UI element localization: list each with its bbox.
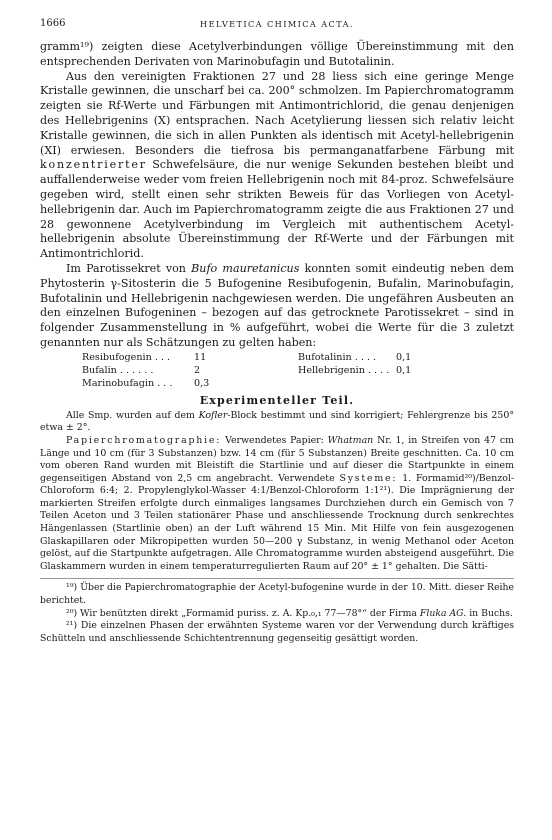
pc-text-a: Verwendetes Papier: bbox=[225, 434, 324, 446]
footnote-20-text-a: ²⁰) Wir benützten direkt „Formamid puriss. z. A. Kp.₀,₁ 77—78°“ der Firma bbox=[66, 607, 417, 619]
paragraph-1: gramm¹⁹) zeigten diese Acetylverbindungen völlige Übereinstimmung mit den entsprechenden Derivaten von Marinobufagin und Butotalinin. bbox=[40, 40, 514, 68]
experimental-text bbox=[40, 410, 514, 574]
paragraph-3-text-a: Im Parotissekret von bbox=[66, 261, 186, 275]
compound-name: Resibufogenin . . . bbox=[82, 351, 171, 363]
paragraph-2-text-b: Schwefelsäure, die nur wenige Sekunden bestehen bleibt und auffallenderweise weder vom freien Hellebrigenin noch mit 84-proz. Schwefelsäure gegeben wird, stellt einen sehr strikten Beweis für das Vorliegen von Acetyl-hellebrigenin dar. Auch im Papierchromatogramm zeigte die aus Fraktionen 27 und 28 gewonnene Acetylverbindung im Vergleich mit authentischem Acetyl-hellebrigenin absolute Übereinstimmung der Rf-Werte und der Färbungen mit Antimontrichlorid. bbox=[40, 158, 514, 261]
compound-yield: 0,1 bbox=[396, 351, 412, 363]
footnote-21: ²¹) Die einzelnen Phasen der erwähnten Systeme waren vor der Verwendung durch kräftiges Schütteln und anschliessende Schichtentrennung gegenseitig gesättigt worden. bbox=[40, 620, 514, 644]
footnote-20 bbox=[40, 608, 514, 621]
compound-name: Marinobufagin . . . bbox=[82, 377, 173, 389]
whatman-name: Whatman bbox=[327, 434, 374, 446]
yield-row bbox=[82, 377, 411, 390]
paragraph-2 bbox=[40, 70, 514, 262]
running-header bbox=[40, 18, 514, 36]
footnote-19: ¹⁹) Über die Papierchromatographie der Acetyl-bufogenine wurde in der 10. Mitt. dieser Reihe berichtet. bbox=[40, 582, 514, 607]
compound-yield: 2 bbox=[194, 364, 201, 376]
intro-text-b: -Block bestimmt und sind korrigiert; Fehlergrenze bis 250° etwa ± 2°. bbox=[40, 409, 515, 434]
species-name: Bufo mauretanicus bbox=[191, 261, 300, 275]
compound-yield: 0,1 bbox=[396, 364, 412, 376]
compound-yield: 0,3 bbox=[194, 377, 210, 389]
experimental-intro bbox=[40, 410, 514, 435]
page-number: 1666 bbox=[40, 18, 66, 29]
kofler-name: Kofler bbox=[198, 409, 228, 421]
main-text bbox=[40, 40, 514, 351]
systems-label: Systeme: bbox=[339, 472, 398, 484]
compound-name: Bufalin . . . . . . bbox=[82, 364, 154, 376]
paragraph-3 bbox=[40, 262, 514, 351]
yield-row bbox=[82, 351, 411, 364]
paragraph-2-text-a: Aus den vereinigten Fraktionen 27 und 28 liess sich eine geringe Menge Kristalle gewinnen, die unscharf bei ca. 200° schmolzen. Im Papierchromatogramm zeigten sie Rf-Werte und Färbungen mit Antimontrichlorid, die genau denjenigen des Hellebrigenins (X) entsprachen. Nach Acetylierung liessen sich relativ leicht Kristalle gewinnen, die sich in allen Punkten als identisch mit Acetyl-hellebrigenin (XI) erwiesen. Besonders die tiefrosa bis permanganatfarbene Färbung mit bbox=[40, 69, 514, 157]
intro-text-a: Alle Smp. wurden auf dem bbox=[66, 409, 195, 421]
yield-row bbox=[82, 364, 411, 377]
footnote-20-text-b: in Buchs. bbox=[469, 607, 513, 619]
footnotes bbox=[40, 578, 514, 645]
chromatography-paragraph bbox=[40, 435, 514, 574]
compound-name: Bufotalinin . . . . bbox=[298, 351, 377, 363]
compound-yield bbox=[396, 377, 411, 390]
chromatography-heading: Papierchromatographie: bbox=[66, 434, 222, 446]
spaced-emphasis: konzentrierter bbox=[40, 158, 147, 172]
compound-name: Hellebrigenin . . . . bbox=[298, 364, 390, 376]
journal-title: HELVETICA CHIMICA ACTA. bbox=[200, 19, 354, 29]
yield-table bbox=[82, 351, 514, 390]
compound-yield: 11 bbox=[194, 351, 207, 363]
compound-name bbox=[298, 377, 396, 390]
firm-name: Fluka AG. bbox=[419, 607, 467, 619]
paragraph-3-text-b: konnten somit eindeutig neben dem Phytosterin γ-Sitosterin die 5 Bufogenine Resibufogenin, Bufalin, Marinobufagin, Bufotalinin und Hellebrigenin nachgewiesen werden. Die ungefähren Ausbeuten an den einzelnen Bufogeninen – bezogen auf das getrocknete Parotissekret – sind in folgender Zusammenstellung in % aufgeführt, wobei die Werte für die 3 zuletzt genannten nur als Schätzungen zu gelten haben: bbox=[40, 261, 515, 349]
pc-text-b: Nr. 1, in Streifen von 47 cm Länge und 10 cm (für 3 Substanzen) bzw. 14 cm (für 5 Substanzen) Breite geschnitten. Ca. 10 cm vom oberen Rand wurden mit Bleistift die Startlinie und auf dieser die Startpunkte in einem gegenseitigen Abstand von 2,5 cm angebracht. Verwendete bbox=[40, 434, 515, 484]
pc-text-c: 1. Formamid²⁰)/Benzol-Chloroform 6:4; 2. Propylenglykol-Wasser 4:1/Benzol-Chloroform 1:1²¹). Die Imprägnierung der markierten Streifen erfolgte durch einmaliges langsames Durchziehen durch ein Gemisch von 7 Teilen Aceton und 3 Teilen stationärer Phase und anschliessende Trocknung durch senkrechtes Hängenlassen (Startlinie oben) an der Luft während 15 Min. Mit Hilfe von fein ausgezogenen Glaskapillaren oder Mikropipetten wurden 50—200 γ Substanz, in wenig Methanol oder Aceton gelöst, auf die Startpunkte aufgetragen. Alle Chromatogramme wurden absteigend ausgeführt. Die Glaskammern wurden in einem temperaturregulierten Raum auf 20° ± 1° gehalten. Die Sätti- bbox=[40, 472, 515, 572]
page bbox=[40, 18, 514, 645]
section-title: Experimenteller Teil. bbox=[199, 393, 355, 407]
